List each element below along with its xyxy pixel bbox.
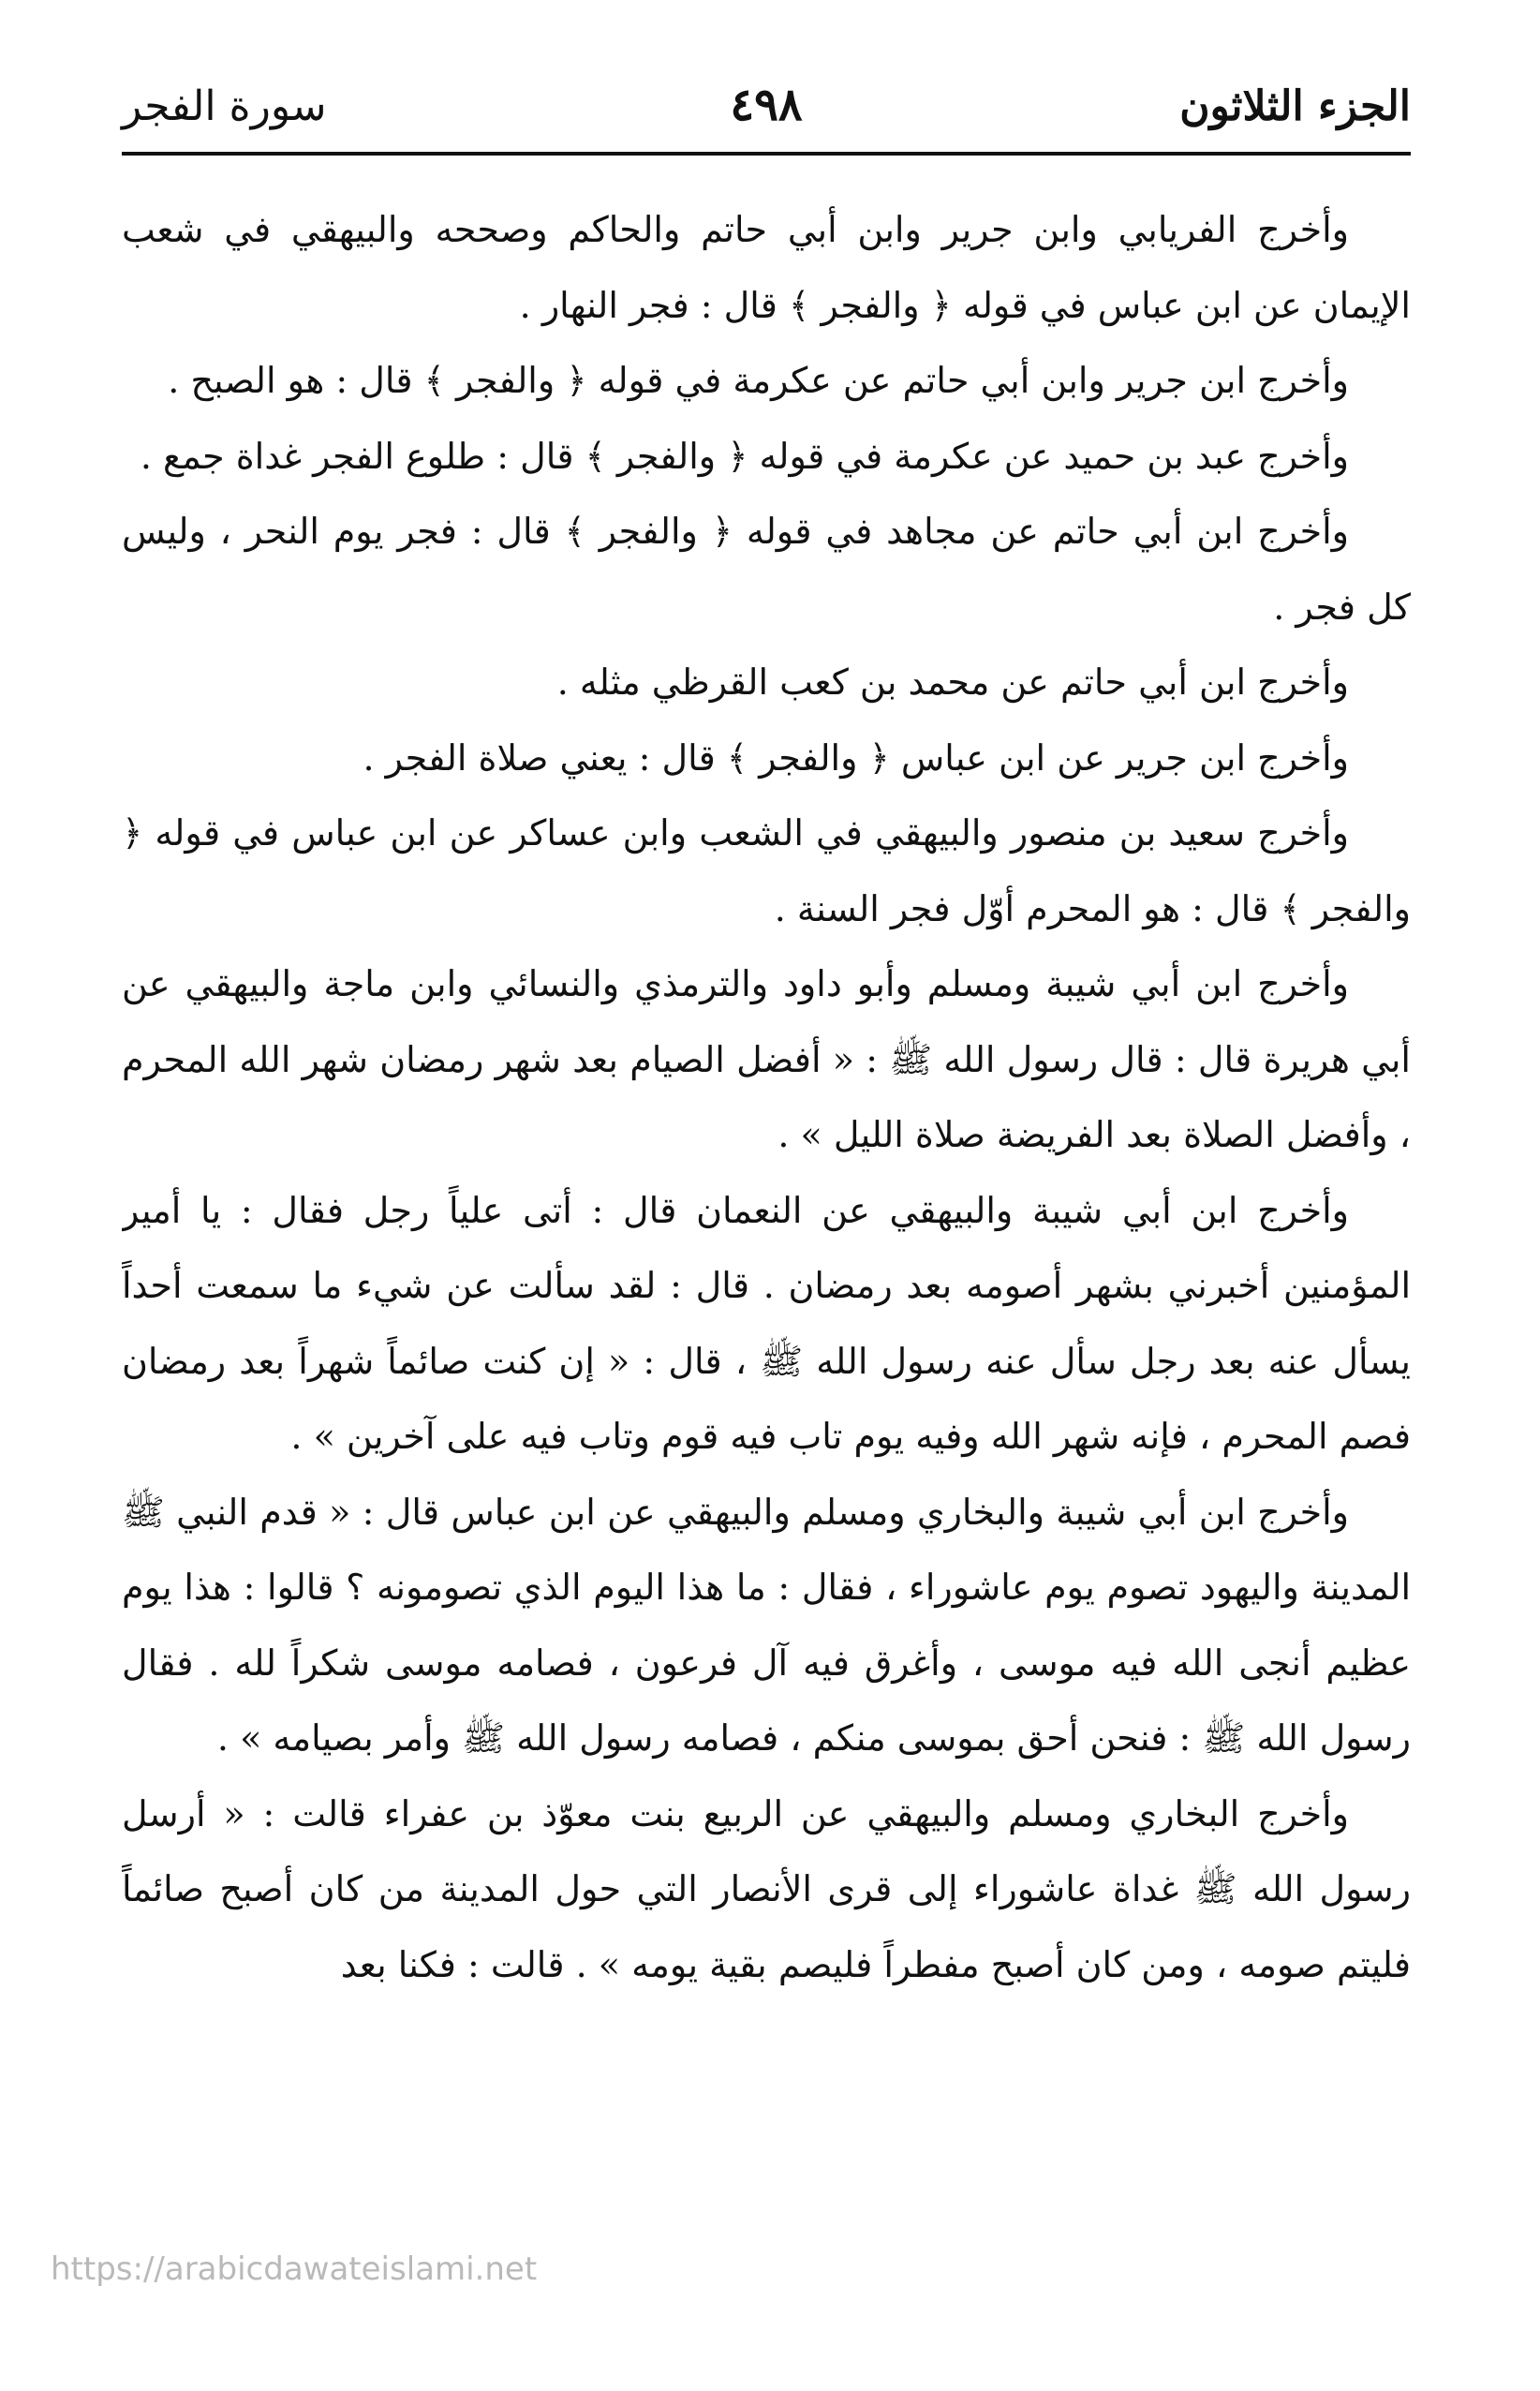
watermark: https://arabicdawateislami.net — [51, 2250, 538, 2288]
paragraph-8: وأخرج ابن أبي شيبة ومسلم وأبو داود والترمذي والنسائي وابن ماجة والبيهقي عن أبي هريرة قال : قال رسول الله ﷺ : « أفضل الصيام بعد شهر رمضان شهر الله المحرم ، وأفضل الصلاة بعد الفريضة صلاة الليل » . — [122, 963, 1411, 1155]
paragraph-2: وأخرج ابن جرير وابن أبي حاتم عن عكرمة في قوله ﴿ والفجر ﴾ قال : هو الصبح . — [168, 360, 1349, 401]
paragraph-7: وأخرج سعيد بن منصور والبيهقي في الشعب وابن عساكر عن ابن عباس في قوله ﴿ والفجر ﴾ قال : هو المحرم أوّل فجر السنة . — [122, 812, 1411, 929]
paragraph-6: وأخرج ابن جرير عن ابن عباس ﴿ والفجر ﴾ قال : يعني صلاة الفجر . — [363, 736, 1349, 779]
paragraph-4: وأخرج ابن أبي حاتم عن مجاهد في قوله ﴿ والفجر ﴾ قال : فجر يوم النحر ، وليس كل فجر . — [122, 511, 1411, 628]
paragraph-9: وأخرج ابن أبي شيبة والبيهقي عن النعمان قال : أتى علياً رجل فقال : يا أمير المؤمنين أخبرني بشهر أصومه بعد رمضان . قال : لقد سألت عن شيء ما سمعت أحداً يسأل عنه بعد رجل سأل عنه رسول الله ﷺ ، قال : « إن كنت صائماً شهراً بعد رمضان فصم المحرم ، فإنه شهر الله وفيه يوم تاب فيه قوم وتاب فيه على آخرين » . — [122, 1189, 1411, 1457]
page-number: ٤٩٨ — [730, 79, 803, 131]
paragraph-1: وأخرج الفريابي وابن جرير وابن أبي حاتم والحاكم وصححه والبيهقي في شعب الإيمان عن ابن عباس في قوله ﴿ والفجر ﴾ قال : فجر النهار . — [122, 209, 1411, 326]
page-body — [122, 192, 1411, 2235]
paragraph-10: وأخرج ابن أبي شيبة والبخاري ومسلم والبيهقي عن ابن عباس قال : « قدم النبي ﷺ المدينة واليهود تصوم يوم عاشوراء ، فقال : ما هذا اليوم الذي تصومونه ؟ قالوا : هذا يوم عظيم أنجى الله فيه موسى ، وأغرق فيه آل فرعون ، فصامه موسى شكراً لله . فقال رسول الله ﷺ : فنحن أحق بموسى منكم ، فصامه رسول الله ﷺ وأمر بصيامه » . — [122, 1491, 1411, 1759]
paragraph-3: وأخرج عبد بن حميد عن عكرمة في قوله ﴿ والفجر ﴾ قال : طلوع الفجر غداة جمع . — [140, 435, 1349, 477]
paragraph-11: وأخرج البخاري ومسلم والبيهقي عن الربيع بنت معوّذ بن عفراء قالت : « أرسل رسول الله ﷺ غداة عاشوراء إلى قرى الأنصار التي حول المدينة من كان أصبح صائماً فليتم صومه ، ومن كان أصبح مفطراً فليصم بقية يومه » . قالت : فكنا بعد — [122, 1792, 1411, 1985]
paragraph-5: وأخرج ابن أبي حاتم عن محمد بن كعب القرظي مثله . — [556, 661, 1349, 703]
surah-title: سورة الفجر — [122, 82, 327, 130]
page-header — [122, 66, 1411, 159]
juz-title: الجزء الثلاثون — [1179, 82, 1411, 130]
header-divider — [122, 152, 1411, 156]
